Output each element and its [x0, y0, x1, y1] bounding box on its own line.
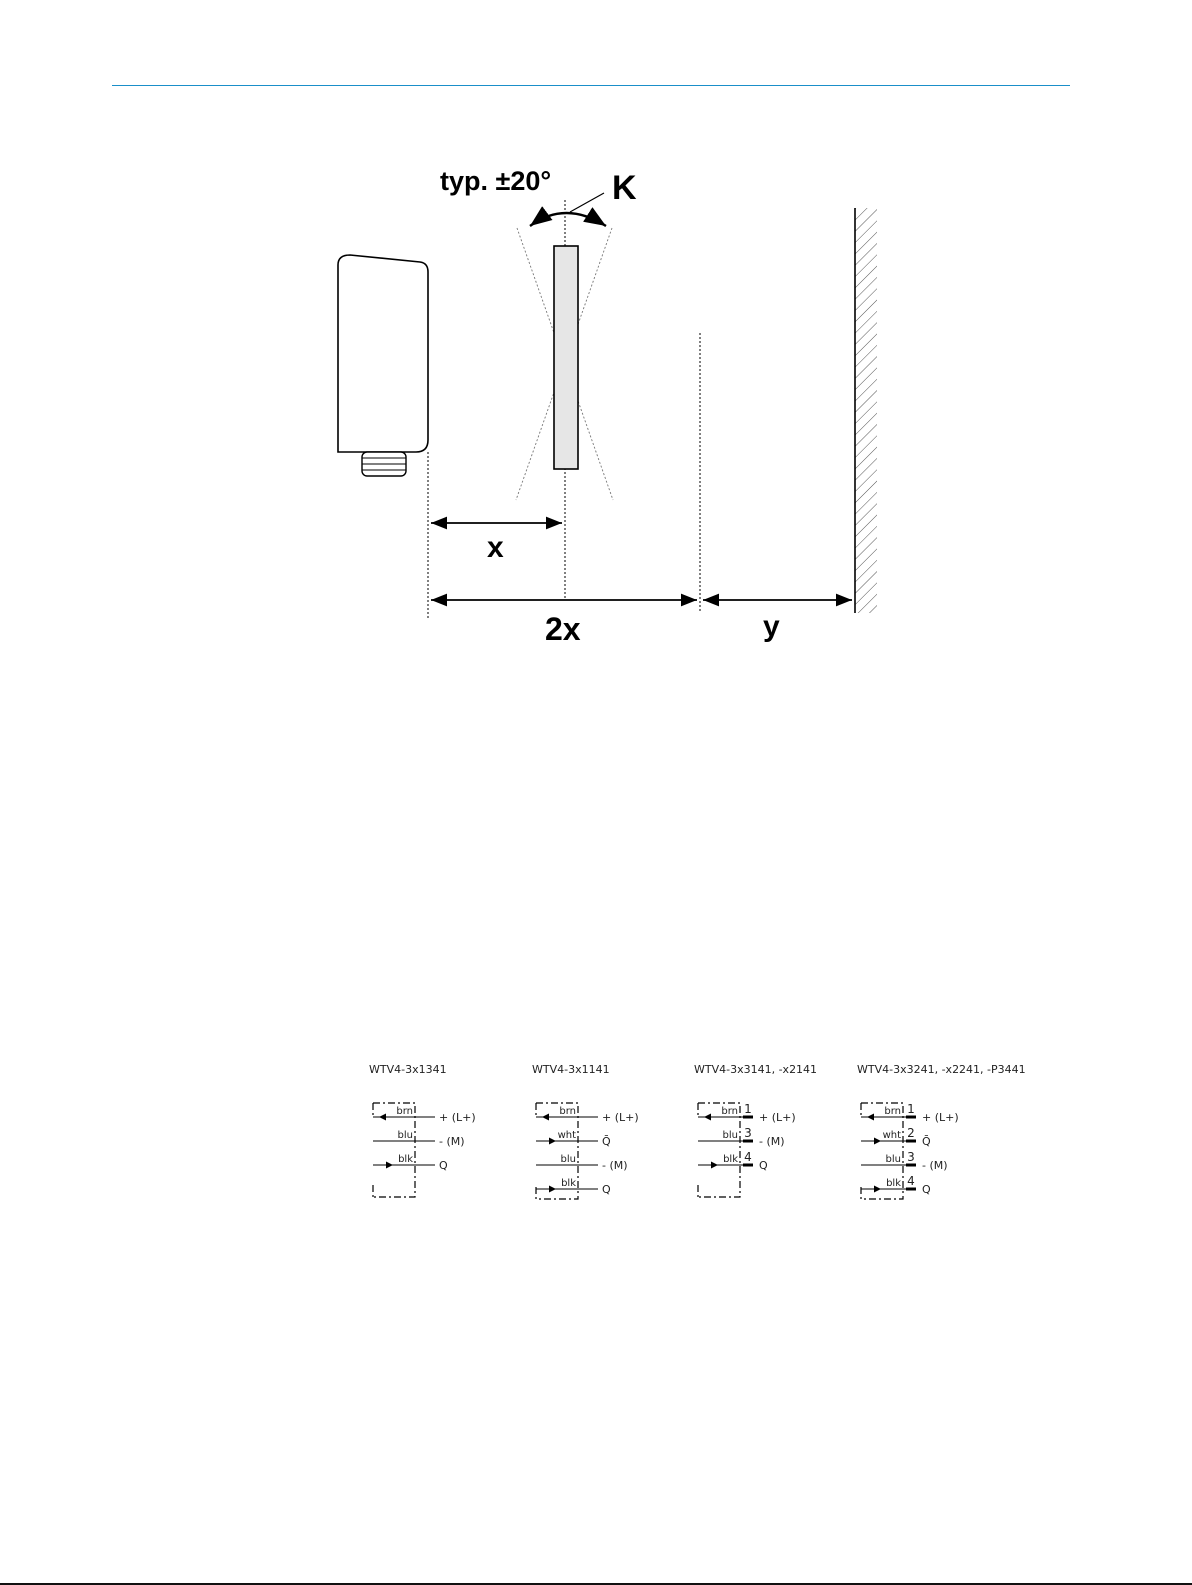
wiring-row	[373, 1154, 448, 1172]
signal-label: + (L+)	[602, 1111, 639, 1124]
wire-color-label: blk	[398, 1154, 413, 1165]
wire-color-label: blu	[397, 1130, 413, 1141]
wire-color-label: blu	[722, 1130, 738, 1141]
wiring-diagram-title: WTV4-3x1141	[532, 1063, 610, 1076]
wire-color-label: blk	[886, 1178, 901, 1189]
signal-label: Q̄	[602, 1135, 611, 1148]
wire-color-label: wht	[882, 1130, 901, 1141]
wire-color-label: blu	[560, 1154, 576, 1165]
wiring-row	[536, 1106, 639, 1124]
output-arrow-icon	[542, 1114, 549, 1121]
input-arrow-icon	[386, 1162, 393, 1169]
twox-label: 2x	[545, 611, 581, 647]
pin-number: 3	[744, 1126, 752, 1140]
signal-label: Q	[759, 1159, 768, 1172]
angle-arc-arrow	[530, 213, 606, 226]
signal-label: Q	[922, 1183, 931, 1196]
wall-background	[855, 208, 877, 613]
sensor-housing	[338, 255, 428, 452]
pin-number: 2	[907, 1126, 915, 1140]
pin-number: 4	[744, 1150, 752, 1164]
wire-color-label: blk	[561, 1178, 576, 1189]
pin-number: 3	[907, 1150, 915, 1164]
wiring-row	[698, 1126, 785, 1148]
signal-label: Q̄	[922, 1135, 931, 1148]
wiring-row	[373, 1130, 465, 1148]
wiring-row	[373, 1106, 476, 1124]
output-arrow-icon	[867, 1114, 874, 1121]
wiring-row	[536, 1178, 611, 1196]
wiring-row	[536, 1154, 628, 1172]
wiring-row	[861, 1126, 931, 1148]
k-leader-line	[570, 193, 604, 212]
signal-label: - (M)	[602, 1159, 628, 1172]
signal-label: Q	[602, 1183, 611, 1196]
wiring-diagram-title: WTV4-3x1341	[369, 1063, 447, 1076]
wiring-row	[861, 1174, 931, 1196]
wiring-diagram	[857, 1063, 1026, 1199]
input-arrow-icon	[711, 1162, 718, 1169]
wiring-row	[698, 1102, 796, 1124]
signal-label: + (L+)	[922, 1111, 959, 1124]
pin-number: 4	[907, 1174, 915, 1188]
output-arrow-icon	[704, 1114, 711, 1121]
wiring-diagrams	[369, 1063, 1026, 1199]
wiring-row	[536, 1130, 611, 1148]
wiring-diagram	[369, 1063, 476, 1197]
signal-label: + (L+)	[759, 1111, 796, 1124]
input-arrow-icon	[874, 1186, 881, 1193]
reflector-foil	[554, 246, 578, 469]
signal-label: - (M)	[922, 1159, 948, 1172]
input-arrow-icon	[549, 1138, 556, 1145]
wiring-row	[861, 1150, 948, 1172]
wiring-row	[861, 1102, 959, 1124]
x-label: x	[487, 531, 504, 564]
reflector-label: K	[612, 169, 637, 207]
pin-number: 1	[744, 1102, 752, 1116]
wire-color-label: blk	[723, 1154, 738, 1165]
wire-color-label: wht	[557, 1130, 576, 1141]
wiring-row	[698, 1150, 768, 1172]
wire-color-label: blu	[885, 1154, 901, 1165]
wiring-diagram	[532, 1063, 639, 1199]
wiring-diagram-title: WTV4-3x3141, -x2141	[694, 1063, 818, 1076]
wire-color-label: brn	[884, 1106, 901, 1117]
wiring-diagram-title: WTV4-3x3241, -x2241, -P3441	[857, 1063, 1026, 1076]
pin-number: 1	[907, 1102, 915, 1116]
setup-figure	[338, 166, 877, 647]
signal-label: - (M)	[439, 1135, 465, 1148]
y-label: y	[763, 610, 780, 643]
angle-label: typ. ±20°	[440, 166, 552, 196]
wire-color-label: brn	[396, 1106, 413, 1117]
signal-label: - (M)	[759, 1135, 785, 1148]
signal-label: + (L+)	[439, 1111, 476, 1124]
input-arrow-icon	[549, 1186, 556, 1193]
wire-color-label: brn	[559, 1106, 576, 1117]
wire-color-label: brn	[721, 1106, 738, 1117]
input-arrow-icon	[874, 1138, 881, 1145]
signal-label: Q	[439, 1159, 448, 1172]
output-arrow-icon	[379, 1114, 386, 1121]
sensor-connector	[362, 452, 406, 476]
wiring-diagram	[694, 1063, 817, 1197]
